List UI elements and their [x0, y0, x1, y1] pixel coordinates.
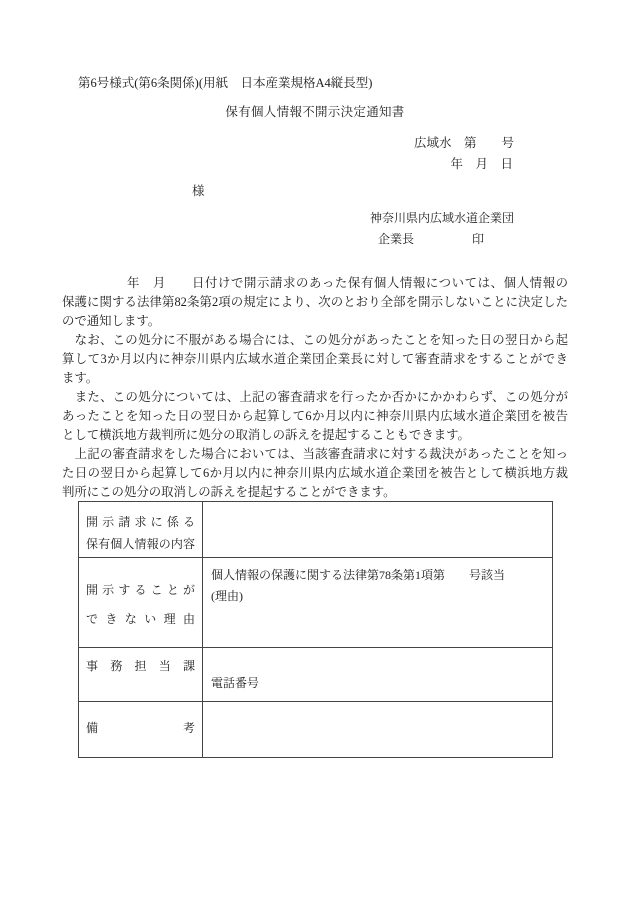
body-line: 年 月 日付けで開示請求のあった保有個人情報については、個人情報の	[62, 276, 568, 290]
label-line: できない理由	[86, 612, 195, 626]
value-line: 電話番号	[211, 676, 260, 690]
value-line: (理由)	[211, 589, 243, 603]
body-line: あったことを知った日の翌日から起算して6か月以内に神奈川県内広域水道企業団を被告	[62, 409, 568, 423]
date-line: 年 月 日	[450, 157, 513, 171]
body-line: ます。	[62, 371, 99, 385]
table-row-denial-reason	[79, 558, 553, 648]
admin-section-value-cell	[203, 648, 553, 702]
label-line: 事務担当課	[86, 659, 195, 673]
label-line: 開示することが	[86, 583, 195, 597]
value-line: 個人情報の保護に関する法律第78条第1項第 号該当	[211, 568, 506, 582]
denial-reason-value-cell	[203, 558, 553, 648]
body-line: ので通知します。	[62, 314, 161, 328]
denial-reason-label-cell	[79, 558, 203, 648]
sender-organization: 神奈川県内広域水道企業団	[370, 211, 515, 225]
body-line: た日の翌日から起算して6か月以内に神奈川県内広域水道企業団を被告として横浜地方裁	[62, 466, 568, 480]
body-line: なお、この処分に不服がある場合には、この処分があったことを知った日の翌日から起	[62, 333, 568, 347]
request-content-value-cell	[203, 502, 553, 558]
request-content-label-cell	[79, 502, 203, 558]
disclosure-table	[78, 501, 553, 758]
table-row-request-content	[79, 502, 553, 558]
notification-body	[62, 274, 568, 502]
doc-number-line: 広域水 第 号	[413, 136, 514, 150]
body-line: として横浜地方裁判所に処分の取消しの訴えを提起することもできます。	[62, 428, 470, 442]
label-line: 備考	[86, 721, 195, 735]
seal-placeholder: 印	[472, 232, 485, 246]
addressee-suffix: 様	[192, 184, 205, 198]
table-row-admin-section	[79, 648, 553, 702]
body-line: 判所にこの処分の取消しの訴えを提起することができます。	[62, 485, 396, 499]
label-line: 開示請求に係る	[86, 515, 195, 529]
form-note: 第6号様式(第6条関係)(用紙 日本産業規格A4縦長型)	[78, 76, 373, 90]
sender-title: 企業長	[378, 232, 415, 246]
body-line: また、この処分については、上記の審査請求を行ったか否かにかかわらず、この処分が	[62, 390, 568, 404]
remarks-label-cell	[79, 702, 203, 758]
body-line: 上記の審査請求をした場合においては、当該審査請求に対する裁決があったことを知っ	[62, 447, 568, 461]
body-line: 算して3か月以内に神奈川県内広域水道企業団企業長に対して審査請求をすることができ	[62, 352, 568, 366]
document-title: 保有個人情報不開示決定通知書	[225, 105, 405, 119]
label-line: 保有個人情報の内容	[86, 537, 195, 551]
table-row-remarks	[79, 702, 553, 758]
remarks-value-cell	[203, 702, 553, 758]
body-line: 保護に関する法律第82条第2項の規定により、次のとおり全部を開示しないことに決定した	[62, 295, 568, 309]
admin-section-label-cell	[79, 648, 203, 702]
